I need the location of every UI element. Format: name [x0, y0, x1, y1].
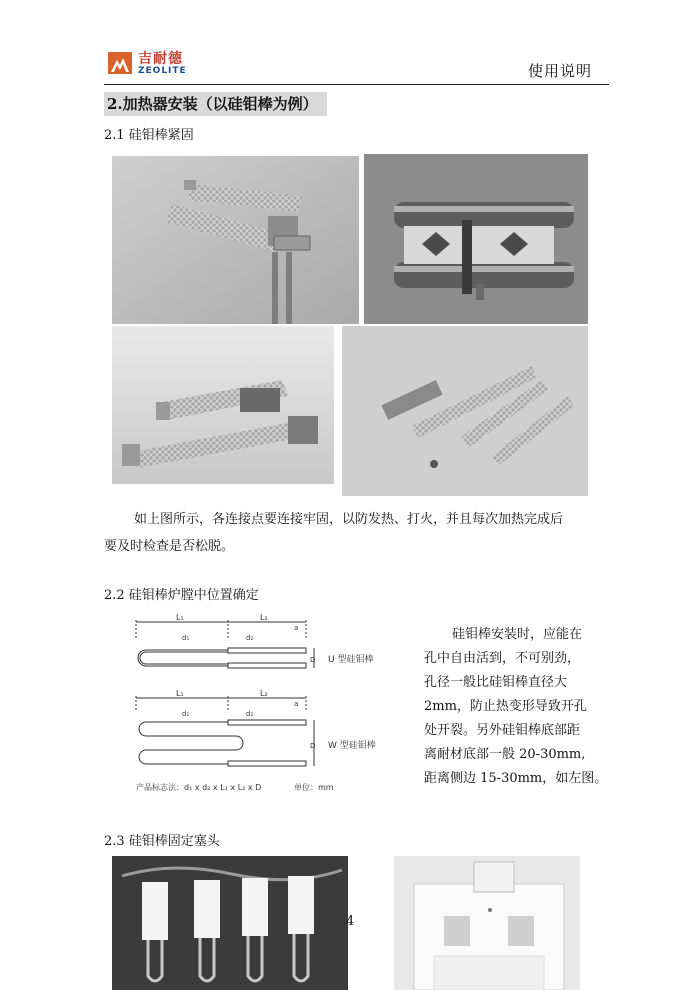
paragraph-2-2-line7: 距离侧边 15-30mm，如左图。: [424, 771, 608, 786]
page-number: 4: [346, 914, 355, 929]
subsection-heading-2-1: 2.1 硅钼棒紧固: [104, 128, 194, 143]
header-divider: [104, 84, 609, 85]
dim-d1-w: d₁: [182, 710, 190, 718]
paragraph-2-2-line2: 孔中自由活到，不可别劲，: [424, 651, 581, 666]
dim-d1-u: d₁: [182, 634, 190, 642]
paragraph-2-2-line3: 孔径一般比硅钼棒直径大: [424, 675, 568, 690]
product-formula: 产品标志法：d₁ x d₂ x L₁ x L₂ x D: [136, 783, 262, 792]
paragraph-2-2-line6: 离耐材底部一般 20-30mm,: [424, 747, 586, 762]
photo-clamp-closeup: [364, 154, 588, 324]
photo-element-plugs: [112, 856, 348, 990]
paragraph-2-2-line1: 硅钼棒安装时，应能在: [452, 627, 583, 642]
dim-D-u: D: [310, 656, 316, 664]
subsection-heading-2-3: 2.3 硅钼棒固定塞头: [104, 834, 220, 849]
dim-a-u: a: [294, 624, 299, 632]
u-type-label: U 型硅钼棒: [328, 655, 374, 665]
logo-text-en: ZEOLITE: [138, 66, 187, 76]
photo-connector-straps: [112, 156, 359, 324]
dim-d2-u: d₂: [246, 634, 254, 642]
photo-separated-straps: [342, 326, 588, 496]
dim-D-w: D: [310, 742, 316, 750]
photo-braided-straps: [112, 326, 334, 484]
section-title: 2.加热器安装（以硅钼棒为例）: [104, 92, 327, 116]
dim-a-w: a: [294, 700, 299, 708]
dim-L1-w: L₁: [176, 689, 184, 698]
paragraph-2-1-line2: 要及时检查是否松脱。: [104, 539, 235, 554]
dim-L2-u: L₂: [260, 613, 268, 622]
paragraph-2-1-line1: 如上图所示，各连接点要连接牢固，以防发热、打火，并且每次加热完成后: [134, 512, 564, 527]
dim-L1-u: L₁: [176, 613, 184, 622]
paragraph-2-2-line5: 处开裂。另外硅钼棒底部距: [424, 723, 581, 738]
document-title: 使用说明: [527, 62, 592, 80]
w-type-label: W 型硅钼棒: [328, 741, 376, 751]
subsection-heading-2-2: 2.2 硅钼棒炉膛中位置确定: [104, 588, 259, 603]
logo-text-cn: 吉耐德: [138, 51, 183, 67]
dim-d2-w: d₂: [246, 710, 254, 718]
company-logo-icon: [108, 52, 132, 74]
heating-element-diagram: [118, 608, 418, 798]
dim-L2-w: L₂: [260, 689, 268, 698]
photo-refractory-plug: [394, 856, 580, 990]
paragraph-2-2-line4: 2mm，防止热变形导致开孔: [424, 699, 587, 714]
unit-label: 单位：mm: [294, 783, 334, 792]
